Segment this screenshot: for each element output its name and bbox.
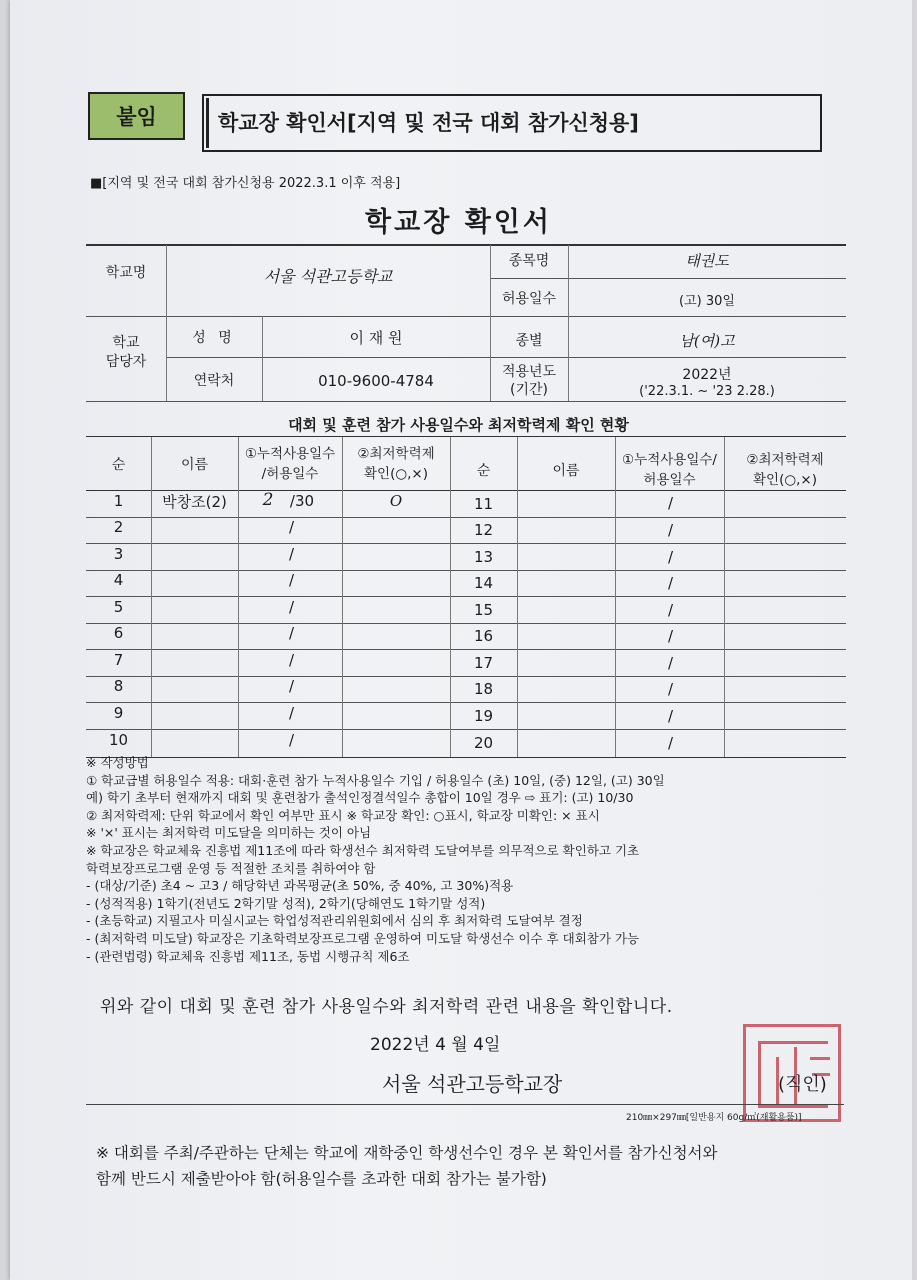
days-slash: / — [289, 624, 295, 642]
col-days-right: ①누적사용일수/ 허용일수 — [622, 452, 717, 488]
doc-title: 학교장 확인서 — [365, 207, 552, 238]
row1-name: 박창조(2) — [162, 493, 227, 511]
days-slash: / — [289, 677, 295, 695]
usage-subnote: ■[지역 및 전국 대회 참가신청용 2022.3.1 이후 적용] — [90, 176, 401, 191]
row1-allowed-days: /30 — [289, 492, 315, 510]
year-period: ('22.3.1. ~ '23 2.28.) — [639, 384, 775, 399]
row-num-right: 17 — [473, 654, 494, 672]
row-num-left: 2 — [113, 518, 124, 536]
row1-used-days: 2 — [262, 490, 274, 510]
note-line: 학력보장프로그램 운영 등 적절한 조치를 취하여야 함 — [86, 860, 376, 876]
allowed-days-label: 허용일수 — [501, 291, 557, 307]
footer-line: 함께 반드시 제출받아야 함(허용일수를 초과한 대회 참가는 불가함) — [96, 1170, 547, 1188]
row-num-right: 15 — [473, 601, 494, 619]
days-slash: / — [289, 598, 295, 616]
days-slash: / — [668, 574, 674, 592]
row-num-left: 8 — [113, 677, 124, 695]
col-check-left: ②최저학력제 확인(○,×) — [357, 446, 435, 482]
col-name-left: 이름 — [180, 457, 209, 473]
days-slash: / — [668, 601, 674, 619]
note-line: ※ 학교장은 학교체육 진흥법 제11조에 따라 학생선수 최저학력 도달여부를 의무적으로 확인하고 기초 — [86, 842, 640, 858]
note-line: ※ 작성방법 — [86, 755, 149, 770]
note-line: ※ '×' 표시는 최저학력 미도달을 의미하는 것이 아님 — [86, 825, 372, 841]
row-num-left: 3 — [113, 545, 124, 563]
gender-value: 남(여)고 — [679, 332, 735, 350]
row-num-left: 7 — [113, 651, 124, 669]
row-num-right: 11 — [473, 495, 494, 513]
row-num-right: 12 — [473, 521, 494, 539]
days-slash: / — [289, 545, 295, 563]
row-num-left: 6 — [113, 624, 124, 642]
phone-label: 연락처 — [193, 373, 235, 389]
col-seq-right: 순 — [476, 463, 491, 479]
days-slash: / — [289, 731, 295, 749]
note-line: ① 학교급별 허용일수 적용: 대회·훈련 참가 누적사용일수 기입 / 허용일수 (초) 10일, (중) 12일, (고) 30일 — [86, 772, 665, 788]
note-line: - (성적적용) 1학기(전년도 2학기말 성적), 2학기(당해연도 1학기말 성적) — [86, 895, 486, 911]
days-slash: / — [668, 734, 674, 752]
days-slash: / — [668, 494, 674, 512]
days-slash: / — [668, 548, 674, 566]
days-slash: / — [289, 704, 295, 722]
days-slash: / — [289, 571, 295, 589]
row-num-left: 4 — [113, 571, 124, 589]
days-slash: / — [668, 707, 674, 725]
note-line: - (대상/기준) 초4 ~ 고3 / 해당학년 과목평균(초 50%, 중 40%, 고 30%)적용 — [86, 878, 514, 894]
row-num-left: 9 — [113, 704, 124, 722]
attachment-badge: 붙임 — [88, 92, 185, 140]
days-slash: / — [668, 680, 674, 698]
row-num-right: 19 — [473, 707, 494, 725]
year-value: 2022년 — [682, 367, 732, 383]
days-slash: / — [668, 654, 674, 672]
row-num-left: 5 — [113, 598, 124, 616]
writing-instructions — [86, 754, 856, 965]
school-label: 학교명 — [105, 265, 147, 281]
gender-label: 종별 — [515, 333, 543, 349]
issue-date: 2022년 4 월 4일 — [370, 1035, 501, 1055]
col-seq-left: 순 — [111, 457, 126, 473]
days-slash: / — [289, 518, 295, 536]
row-num-left: 10 — [108, 731, 129, 749]
note-line: ② 최저학력제: 단위 학교에서 확인 여부만 표시 ※ 학교장 확인: ○표시, 학교장 미확인: × 표시 — [86, 807, 600, 823]
confirmation-statement: 위와 같이 대회 및 훈련 참가 사용일수와 최저학력 관련 내용을 확인합니다. — [100, 997, 673, 1017]
days-slash: / — [668, 521, 674, 539]
row-num-right: 16 — [473, 627, 494, 645]
row-num-right: 13 — [473, 548, 494, 566]
allowed-days-value: (고) 30일 — [679, 294, 735, 309]
contact-person-label: 학교 담당자 — [105, 335, 147, 370]
col-name-right: 이름 — [552, 463, 580, 479]
row-num-right: 14 — [473, 574, 494, 592]
row-num-right: 20 — [473, 734, 494, 752]
note-line: - (최저학력 미도달) 학교장은 기초학력보장프로그램 운영하여 미도달 학생선수 이수 후 대회참가 가능 — [86, 930, 640, 946]
name-value: 이 재 원 — [349, 329, 403, 347]
footer-note — [96, 1140, 717, 1192]
col-check-right: ②최저학력제 확인(○,×) — [746, 452, 824, 488]
seal-label: (직인) — [778, 1074, 827, 1095]
days-slash: / — [668, 627, 674, 645]
school-value: 서울 석관고등학교 — [263, 267, 393, 286]
phone-value: 010-9600-4784 — [318, 372, 434, 390]
row-num-left: 1 — [113, 492, 124, 510]
year-label: 적용년도 (기간) — [501, 364, 557, 398]
note-line: - (관련법령) 학교체육 진흥법 제11조, 동법 시행규칙 제6조 — [86, 948, 410, 964]
days-slash: / — [289, 651, 295, 669]
principal-name: 서울 석관고등학교장 — [382, 1072, 563, 1096]
paper-spec: 210㎜×297㎜[일반용지 60g/㎡(재활용품)] — [626, 1113, 802, 1123]
note-line: - (초등학교) 지필고사 미실시교는 학업성적관리위원회에서 심의 후 최저학력 도달여부 결정 — [86, 913, 583, 929]
footer-line: ※ 대회를 주최/주관하는 단체는 학교에 재학중인 학생선수인 경우 본 확인서를 참가신청서와 — [96, 1144, 718, 1162]
row1-check-mark: O — [389, 492, 403, 510]
col-days-left: ①누적사용일수 /허용일수 — [244, 446, 336, 482]
event-value: 태권도 — [685, 252, 729, 270]
event-label: 종목명 — [508, 253, 550, 269]
name-label: 성 명 — [192, 330, 236, 346]
document-header-title: 학교장 확인서[지역 및 전국 대회 참가신청용] — [202, 94, 822, 152]
row-num-right: 18 — [473, 680, 494, 698]
status-section-title: 대회 및 훈련 참가 사용일수와 최저학력제 확인 현황 — [288, 416, 629, 434]
note-line: 예) 학기 초부터 현재까지 대회 및 훈련참가 출석인정결석일수 총합이 10일 경우 ⇨ 표기: (고) 10/30 — [86, 790, 634, 806]
